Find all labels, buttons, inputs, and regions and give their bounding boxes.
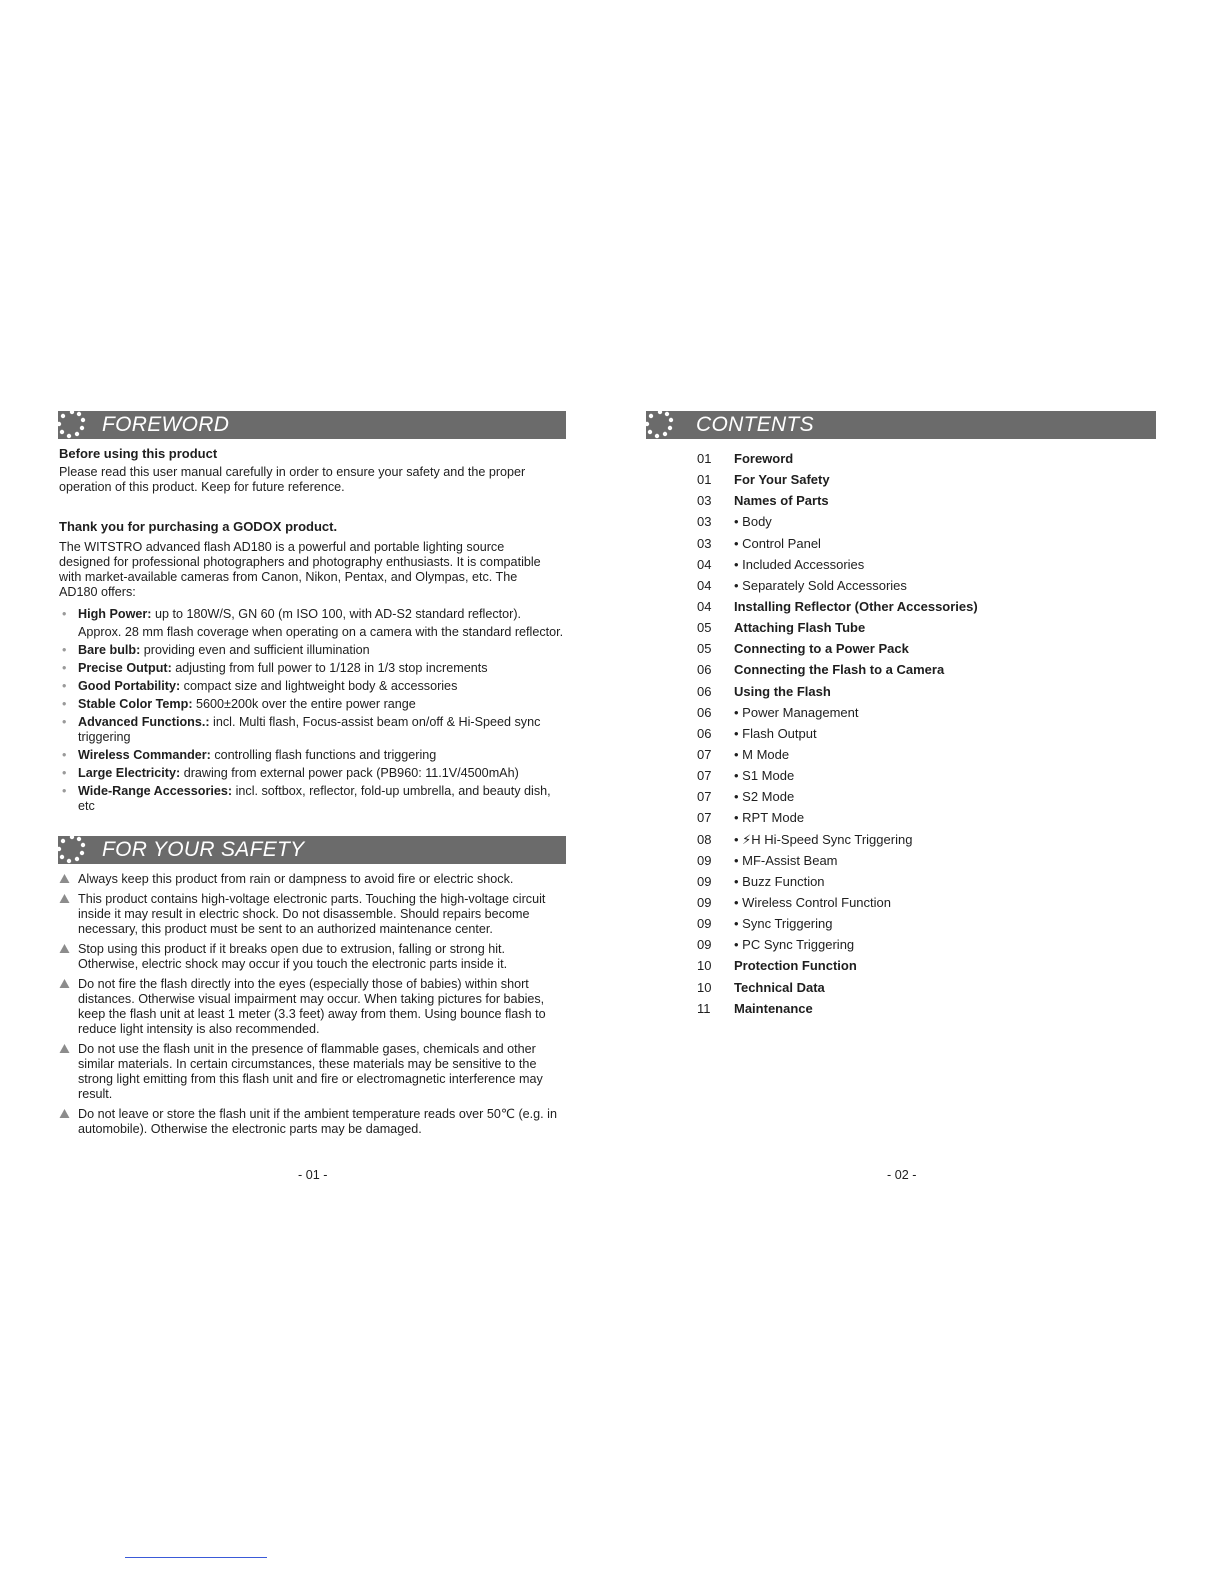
toc-label: • Buzz Function xyxy=(734,873,825,889)
feature-extra-text: Approx. 28 mm flash coverage when operating on a camera with the standard reflector. xyxy=(78,625,564,639)
feature-title: High Power: xyxy=(78,607,152,621)
bullet-icon: • xyxy=(62,679,67,693)
toc-label: Maintenance xyxy=(734,1000,813,1016)
before-text: Please read this user manual carefully in order to ensure your safety and the proper operation of this product. Keep for future reference. xyxy=(59,465,526,494)
toc-label: • Power Management xyxy=(734,704,859,720)
toc-page-number: 03 xyxy=(697,514,712,530)
safety-text: Do not fire the flash directly into the eyes (especially those of babies) within short distances. Otherwise visual impairment may occur. When taking pictures for babies, keep the flash unit at least 1 meter (3.3 feet) away from them. Using bounce flash to reduce light intensity is also recommended. xyxy=(78,977,546,1036)
safety-title: FOR YOUR SAFETY xyxy=(102,838,305,861)
toc-page-number: 01 xyxy=(697,472,712,488)
feature-item xyxy=(59,697,564,712)
feature-title: Wireless Commander: xyxy=(78,748,211,762)
feature-item xyxy=(59,679,564,694)
warning-triangle-icon xyxy=(59,1108,70,1119)
feature-item xyxy=(59,715,564,745)
toc-page-number: 06 xyxy=(697,725,712,741)
page-number-right: - 02 - xyxy=(887,1168,917,1182)
intro-text: The WITSTRO advanced flash AD180 is a powerful and portable lighting source designed for professional photographers and photography enthusiasts. It is compatible with market-available cameras from Canon, Nikon, Pentax, and Olympas, etc. The AD180 offers: xyxy=(59,540,541,599)
toc-label: • S2 Mode xyxy=(734,789,795,805)
toc-label: • Body xyxy=(734,514,772,530)
thanks-heading: Thank you for purchasing a GODOX product. xyxy=(59,519,338,534)
toc-page-number: 05 xyxy=(697,620,712,636)
feature-title: Bare bulb: xyxy=(78,643,141,657)
foreword-banner xyxy=(58,411,566,439)
toc-page-number: 09 xyxy=(697,873,712,889)
feature-text: compact size and lightweight body & accessories xyxy=(180,679,458,693)
bullet-icon: • xyxy=(62,715,67,729)
toc-label: • Flash Output xyxy=(734,725,817,741)
bullet-icon: • xyxy=(62,661,67,675)
toc-label: Foreword xyxy=(734,451,794,466)
feature-title: Stable Color Temp: xyxy=(78,697,193,711)
toc-page-number: 05 xyxy=(697,641,712,657)
toc-page-number: 01 xyxy=(697,451,712,466)
toc-label: • RPT Mode xyxy=(734,810,805,826)
toc-page-number: 08 xyxy=(697,831,712,847)
safety-item xyxy=(59,1042,564,1102)
toc-page-number: 04 xyxy=(697,577,712,593)
toc-page-number: 06 xyxy=(697,704,712,720)
toc-label: • PC Sync Triggering xyxy=(734,937,855,953)
feature-text: up to 180W/S, GN 60 (m ISO 100, with AD-S2 standard reflector). xyxy=(151,607,522,621)
toc-label: Technical Data xyxy=(734,979,825,995)
feature-item xyxy=(59,607,564,640)
toc-page-number: 11 xyxy=(697,1000,711,1016)
feature-text: incl. softbox, reflector, fold-up umbrella, and beauty dish, etc xyxy=(78,784,551,813)
toc-page-number: 07 xyxy=(697,768,712,784)
toc-label: For Your Safety xyxy=(734,472,830,488)
toc-label: • MF-Assist Beam xyxy=(734,852,838,868)
safety-text: This product contains high-voltage electronic parts. Touching the high-voltage circuit inside it may result in electric shock. Do not disassemble. Should repairs become necessary, this product must be sent to an authorized maintenance center. xyxy=(78,892,546,936)
feature-title: Good Portability: xyxy=(78,679,181,693)
safety-item xyxy=(59,1107,564,1137)
toc-label: Attaching Flash Tube xyxy=(734,620,866,636)
feature-text: controlling flash functions and triggering xyxy=(210,748,437,762)
safety-item xyxy=(59,942,564,972)
feature-item xyxy=(59,643,564,658)
toc-label: • Wireless Control Function xyxy=(734,894,891,910)
toc-page-number: 04 xyxy=(697,598,712,614)
toc-label: • M Mode xyxy=(734,746,790,762)
footer-underline xyxy=(125,1557,267,1558)
feature-text: adjusting from full power to 1/128 in 1/3 stop increments xyxy=(171,661,488,675)
feature-text: 5600±200k over the entire power range xyxy=(192,697,416,711)
warning-triangle-icon xyxy=(59,873,70,884)
safety-text: Stop using this product if it breaks open due to extrusion, falling or strong hit. Otherwise, electric shock may occur if you touch the electronic parts inside it. xyxy=(78,942,508,971)
safety-banner xyxy=(58,836,566,864)
foreword-title: FOREWORD xyxy=(102,413,230,436)
bullet-icon: • xyxy=(62,748,67,762)
toc-label: • Sync Triggering xyxy=(734,916,833,932)
toc-page-number: 04 xyxy=(697,556,712,572)
feature-item xyxy=(59,748,564,763)
toc-label: • S1 Mode xyxy=(734,768,795,784)
toc-label: • Control Panel xyxy=(734,535,821,551)
toc-page-number: 03 xyxy=(697,535,712,551)
godox-dots-icon xyxy=(52,407,92,443)
toc-page-number: 07 xyxy=(697,810,712,826)
warning-triangle-icon xyxy=(59,978,70,989)
toc-label: Installing Reflector (Other Accessories) xyxy=(734,598,978,614)
safety-text: Do not leave or store the flash unit if the ambient temperature reads over 50℃ (e.g. in automobile). Otherwise the electronic parts may be damaged. xyxy=(78,1107,557,1136)
page-number-left: - 01 - xyxy=(298,1168,328,1182)
toc-page-number: 06 xyxy=(697,662,712,678)
bullet-icon: • xyxy=(62,766,67,780)
toc-page-number: 09 xyxy=(697,894,712,910)
safety-text: Do not use the flash unit in the presence of flammable gases, chemicals and other similar materials. In certain circumstances, these materials may be sensitive to the strong light emitting from this flash unit and fire or electromagnetic interference may result. xyxy=(78,1042,543,1101)
godox-dots-icon xyxy=(640,407,680,443)
feature-text: drawing from external power pack (PB960: 11.1V/4500mAh) xyxy=(180,766,519,780)
toc-page-number: 09 xyxy=(697,937,712,953)
contents-title: CONTENTS xyxy=(696,413,814,436)
safety-item xyxy=(59,977,564,1037)
feature-title: Wide-Range Accessories: xyxy=(78,784,233,798)
safety-item xyxy=(59,872,564,887)
safety-item xyxy=(59,892,564,937)
contents-banner xyxy=(646,411,1156,439)
toc-label: • Included Accessories xyxy=(734,556,865,572)
bullet-icon: • xyxy=(62,697,67,711)
feature-text: providing even and sufficient illumination xyxy=(140,643,370,657)
feature-text: incl. Multi flash, Focus-assist beam on/off & Hi-Speed sync triggering xyxy=(78,715,541,744)
toc-label: Connecting the Flash to a Camera xyxy=(734,662,945,678)
toc-page-number: 03 xyxy=(697,493,712,509)
toc-label: Connecting to a Power Pack xyxy=(734,641,909,657)
before-heading: Before using this product xyxy=(59,446,218,461)
feature-item xyxy=(59,661,564,676)
toc-label: • ⚡H Hi-Speed Sync Triggering xyxy=(734,831,913,847)
toc-page-number: 09 xyxy=(697,852,712,868)
warning-triangle-icon xyxy=(59,893,70,904)
warning-triangle-icon xyxy=(59,943,70,954)
toc-page-number: 10 xyxy=(697,979,712,995)
feature-item xyxy=(59,766,564,781)
safety-text: Always keep this product from rain or dampness to avoid fire or electric shock. xyxy=(78,872,514,886)
bullet-icon: • xyxy=(62,607,67,621)
toc-page-number: 06 xyxy=(697,683,712,699)
toc-page-number: 07 xyxy=(697,789,712,805)
toc-label: Using the Flash xyxy=(734,683,831,699)
feature-list xyxy=(59,607,564,817)
feature-title: Large Electricity: xyxy=(78,766,181,780)
bullet-icon: • xyxy=(62,643,67,657)
warning-triangle-icon xyxy=(59,1043,70,1054)
toc-page-number: 10 xyxy=(697,958,712,974)
feature-title: Precise Output: xyxy=(78,661,172,675)
godox-dots-icon xyxy=(52,832,92,868)
bullet-icon: • xyxy=(62,784,67,798)
feature-title: Advanced Functions.: xyxy=(78,715,210,729)
feature-item xyxy=(59,784,564,814)
toc-label: Protection Function xyxy=(734,958,857,974)
toc-label: • Separately Sold Accessories xyxy=(734,577,907,593)
toc-page-number: 09 xyxy=(697,916,712,932)
toc-page-number: 07 xyxy=(697,746,712,762)
safety-list xyxy=(59,872,564,1142)
toc-label: Names of Parts xyxy=(734,493,829,509)
